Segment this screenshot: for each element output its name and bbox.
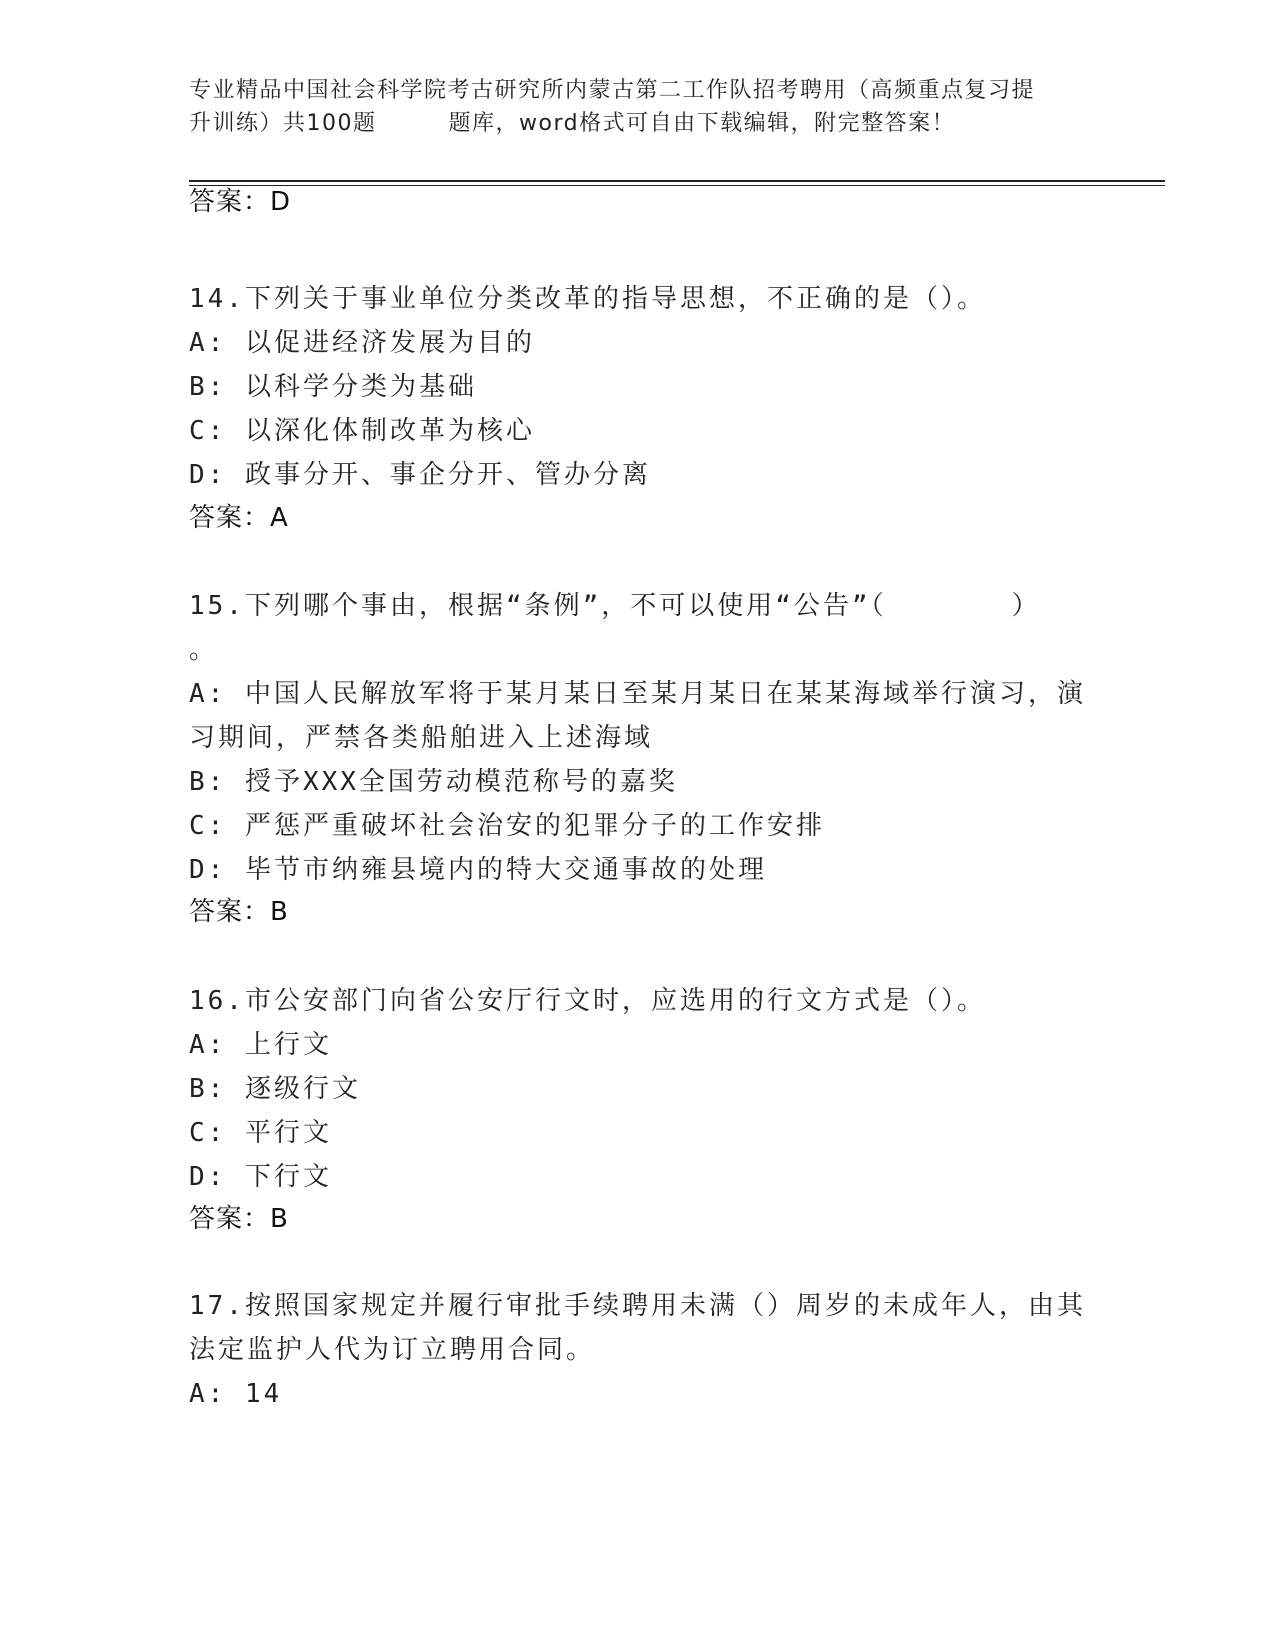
question-16-option-b: B: 逐级行文: [189, 1074, 361, 1104]
question-17-option-a: A: 14: [189, 1379, 283, 1409]
header-line-2-part-b: 题库，word格式可自由下载编辑，附完整答案！: [448, 111, 956, 136]
header-line-2: [189, 107, 1089, 140]
question-15-option-a-line-1: A: 中国人民解放军将于某月某日至某月某日在某某海域举行演习，演: [189, 679, 1086, 709]
question-15-option-c: C: 严惩严重破坏社会治安的犯罪分子的工作安排: [189, 811, 825, 841]
question-14: 14.下列关于事业单位分类改革的指导思想，不正确的是（）。: [189, 284, 986, 314]
question-17-line-1: 17.按照国家规定并履行审批手续聘用未满（）周岁的未成年人，由其: [189, 1291, 1086, 1321]
question-15-option-b: B: 授予XXX全国劳动模范称号的嘉奖: [189, 767, 678, 797]
question-14-option-a: A: 以促进经济发展为目的: [189, 328, 535, 358]
question-14-option-c: C: 以深化体制改革为核心: [189, 416, 535, 446]
header-divider-thin: [189, 185, 1165, 186]
question-16: 16.市公安部门向省公安厅行文时，应选用的行文方式是（）。: [189, 986, 986, 1016]
header-line-2-part-a: 升训练）共100题: [189, 111, 377, 136]
header-divider-thick: [189, 180, 1165, 182]
question-17-line-2: 法定监护人代为订立聘用合同。: [189, 1335, 596, 1365]
answer-14: 答案：A: [189, 503, 289, 533]
question-14-option-b: B: 以科学分类为基础: [189, 372, 477, 402]
header-line-1: 专业精品中国社会科学院考古研究所内蒙古第二工作队招考聘用（高频重点复习提: [189, 78, 1036, 103]
question-16-option-a: A: 上行文: [189, 1030, 332, 1060]
page-header: [189, 74, 1089, 140]
question-16-option-d: D: 下行文: [189, 1162, 332, 1192]
question-14-option-d: D: 政事分开、事企分开、管办分离: [189, 460, 651, 490]
question-15-option-a-line-2: 习期间，严禁各类船舶进入上述海域: [189, 723, 654, 753]
question-15-period: 。: [189, 635, 219, 665]
answer-16: 答案：B: [189, 1204, 289, 1234]
answer-15: 答案：B: [189, 897, 289, 927]
question-15: [189, 583, 1089, 629]
question-15-text: 15.下列哪个事由，根据“条例”，不可以使用“公告”（: [189, 591, 887, 621]
question-15-close-paren: ）: [1011, 591, 1041, 621]
question-16-option-c: C: 平行文: [189, 1118, 332, 1148]
question-15-option-d: D: 毕节市纳雍县境内的特大交通事故的处理: [189, 855, 767, 885]
answer-13: 答案：D: [189, 187, 292, 217]
